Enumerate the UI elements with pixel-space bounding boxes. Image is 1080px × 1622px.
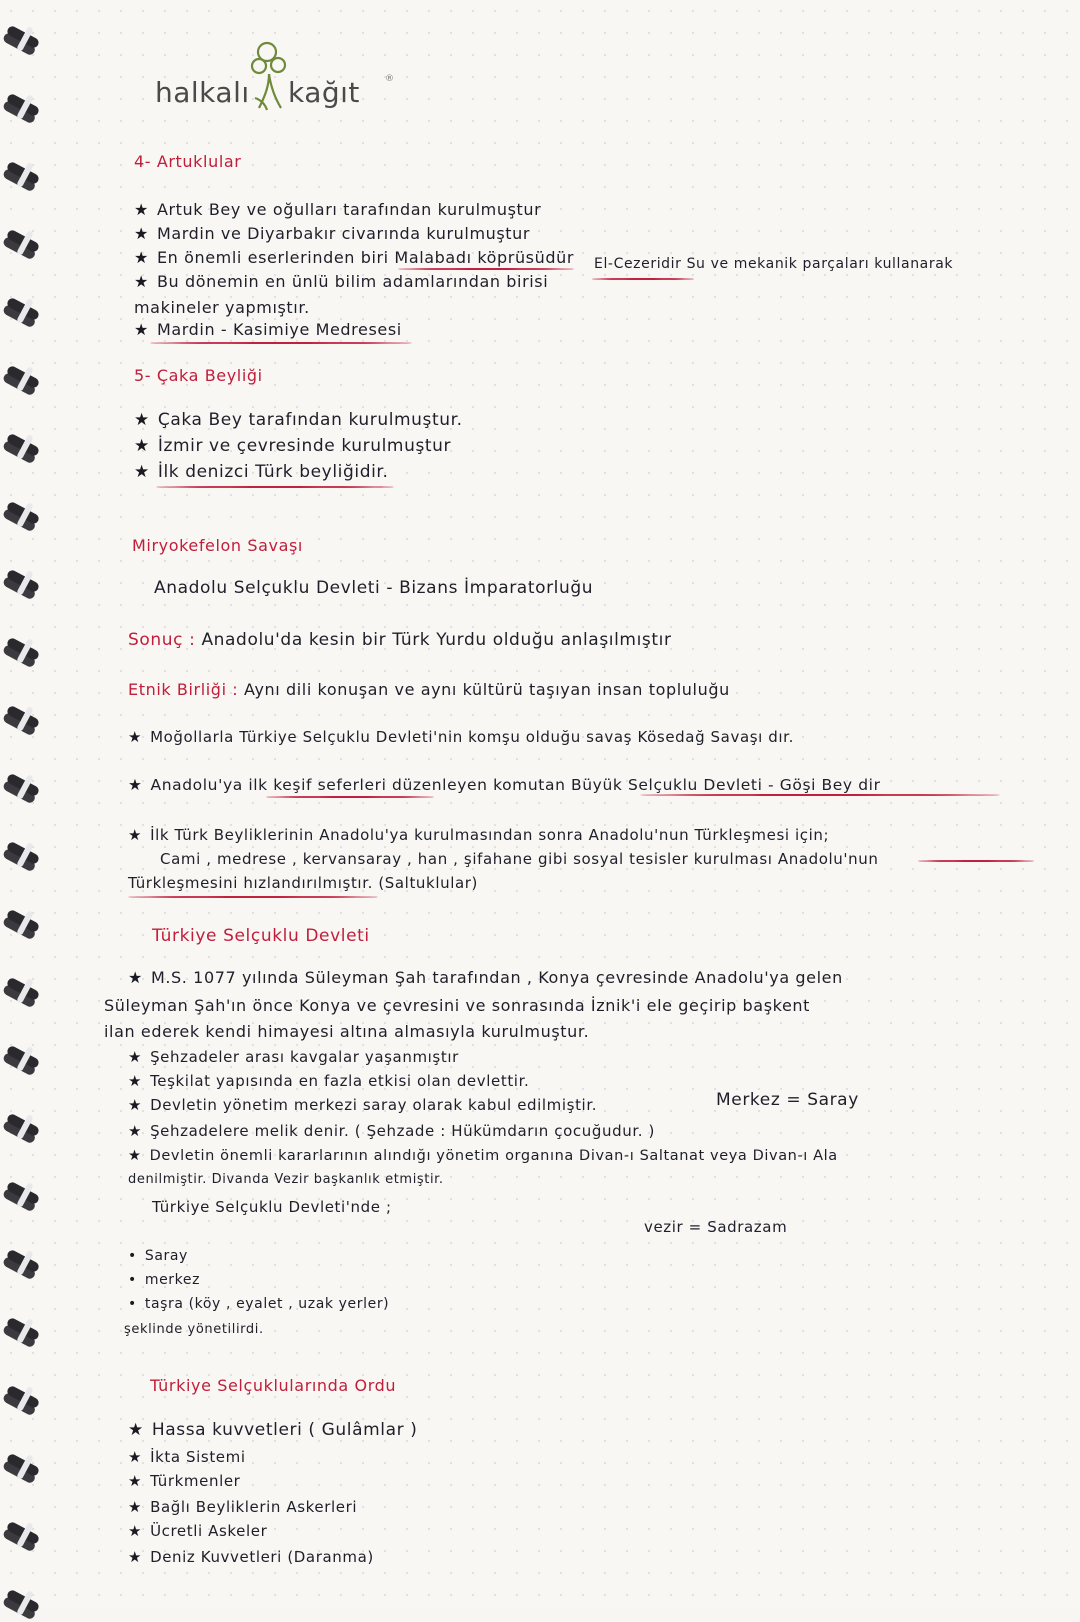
bullet-line: • taşra (köy , eyalet , uzak yerler) bbox=[128, 1296, 390, 1312]
bullet-line: ★ Çaka Bey tarafından kurulmuştur. bbox=[134, 410, 463, 430]
text-line: Süleyman Şah'ın önce Konya ve çevresini ve sonrasında İznik'i ele geçirip başkent bbox=[104, 996, 811, 1015]
text-line: Cami , medrese , kervansaray , han , şifahane gibi sosyal tesisler kurulması Anadolu'nun bbox=[160, 850, 879, 868]
heading-artuklular: 4- Artuklular bbox=[134, 152, 242, 171]
registered-mark: ® bbox=[385, 74, 394, 84]
bullet-line: ★ İlk denizci Türk beyliğidir. bbox=[134, 462, 389, 482]
text-line: şeklinde yönetilirdi. bbox=[124, 1322, 264, 1337]
text-line: denilmiştir. Divanda Vezir başkanlık etmiştir. bbox=[128, 1172, 444, 1187]
underline bbox=[150, 342, 412, 344]
bullet-line: ★ Devletin önemli kararlarının alındığı yönetim organına Divan-ı Saltanat veya Divan-ı Ala bbox=[128, 1148, 838, 1164]
spiral-ring bbox=[2, 1180, 44, 1214]
text-line: Merkez = Saray bbox=[716, 1090, 859, 1110]
underline bbox=[398, 268, 574, 270]
text-line: Türkleşmesini hızlandırılmıştır. (Saltuklular) bbox=[128, 874, 478, 892]
spiral-ring bbox=[2, 296, 44, 330]
spiral-ring bbox=[2, 1248, 44, 1282]
spiral-ring bbox=[2, 840, 44, 874]
spiral-ring bbox=[2, 772, 44, 806]
underline bbox=[128, 896, 378, 898]
spiral-ring bbox=[2, 704, 44, 738]
text-line: makineler yapmıştır. bbox=[134, 298, 310, 317]
text-line: El-Cezeridir Su ve mekanik parçaları kullanarak bbox=[594, 256, 954, 272]
bullet-line: ★ Moğollarla Türkiye Selçuklu Devleti'nin komşu olduğu savaş Kösedağ Savaşı dır. bbox=[128, 728, 794, 746]
bullet-line: ★ İkta Sistemi bbox=[128, 1448, 246, 1466]
spiral-binding bbox=[0, 0, 48, 1607]
bullet-line: ★ Artuk Bey ve oğulları tarafından kurulmuştur bbox=[134, 200, 542, 219]
brand-name-part2: kağıt bbox=[288, 76, 360, 109]
underline bbox=[266, 796, 434, 798]
bullet-line: ★ Mardin ve Diyarbakır civarında kurulmuştur bbox=[134, 224, 531, 243]
heading-miryokefelon: Miryokefelon Savaşı bbox=[132, 536, 303, 555]
spiral-ring bbox=[2, 160, 44, 194]
spiral-ring bbox=[2, 636, 44, 670]
bullet-line: ★ Türkmenler bbox=[128, 1472, 241, 1490]
bullet-line: ★ İlk Türk Beyliklerinin Anadolu'ya kurulmasından sonra Anadolu'nun Türkleşmesi için; bbox=[128, 826, 830, 844]
bullet-line: ★ Ücretli Askeler bbox=[128, 1522, 268, 1540]
bullet-line: ★ Devletin yönetim merkezi saray olarak kabul edilmiştir. bbox=[128, 1096, 598, 1114]
spiral-ring bbox=[2, 1384, 44, 1418]
spiral-ring bbox=[2, 432, 44, 466]
spiral-ring bbox=[2, 1452, 44, 1486]
underline bbox=[640, 794, 1000, 796]
spiral-ring bbox=[2, 908, 44, 942]
text-line: vezir = Sadrazam bbox=[644, 1218, 788, 1236]
spiral-ring bbox=[2, 228, 44, 262]
spiral-ring bbox=[2, 500, 44, 534]
text-line: Türkiye Selçuklu Devleti'nde ; bbox=[152, 1198, 392, 1216]
spiral-ring bbox=[2, 24, 44, 58]
underline bbox=[918, 860, 1034, 862]
text-line: Sonuç : Anadolu'da kesin bir Türk Yurdu olduğu anlaşılmıştır bbox=[128, 630, 672, 650]
bullet-line: • merkez bbox=[128, 1272, 201, 1288]
bullet-line: ★ Bağlı Beyliklerin Askerleri bbox=[128, 1498, 358, 1516]
bullet-line: ★ Bu dönemin en ünlü bilim adamlarından birisi bbox=[134, 272, 549, 291]
spiral-ring bbox=[2, 1588, 44, 1622]
bullet-line: • Saray bbox=[128, 1248, 188, 1264]
spiral-ring bbox=[2, 92, 44, 126]
bullet-line: ★ En önemli eserlerinden biri Malabadı köprüsüdür bbox=[134, 248, 575, 267]
bullet-line: ★ İzmir ve çevresinde kurulmuştur bbox=[134, 436, 452, 456]
text-line: Anadolu Selçuklu Devleti - Bizans İmparatorluğu bbox=[154, 578, 594, 598]
bullet-line: ★ Hassa kuvvetleri ( Gulâmlar ) bbox=[128, 1420, 418, 1440]
spiral-ring bbox=[2, 568, 44, 602]
bullet-line: ★ Deniz Kuvvetleri (Daranma) bbox=[128, 1548, 374, 1566]
underline bbox=[156, 486, 394, 488]
spiral-ring bbox=[2, 364, 44, 398]
underline bbox=[592, 278, 694, 280]
bullet-line: ★ M.S. 1077 yılında Süleyman Şah tarafından , Konya çevresinde Anadolu'ya gelen bbox=[128, 968, 843, 987]
heading-turkiye-selcuklu: Türkiye Selçuklu Devleti bbox=[152, 926, 370, 946]
spiral-ring bbox=[2, 1316, 44, 1350]
text-line: Etnik Birliği : Aynı dili konuşan ve aynı kültürü taşıyan insan topluluğu bbox=[128, 680, 730, 699]
heading-caka: 5- Çaka Beyliği bbox=[134, 366, 263, 385]
brand-logo bbox=[155, 40, 415, 120]
spiral-ring bbox=[2, 1112, 44, 1146]
spiral-ring bbox=[2, 1044, 44, 1078]
bullet-line: ★ Şehzadelere melik denir. ( Şehzade : Hükümdarın çocuğudur. ) bbox=[128, 1122, 655, 1140]
text-line: ilan ederek kendi himayesi altına almasıyla kurulmuştur. bbox=[104, 1022, 590, 1041]
bullet-line: ★ Teşkilat yapısında en fazla etkisi olan devlettir. bbox=[128, 1072, 530, 1090]
bullet-line: ★ Anadolu'ya ilk keşif seferleri düzenleyen komutan Büyük Selçuklu Devleti - Göşi Bey dir bbox=[128, 776, 881, 794]
spiral-ring bbox=[2, 976, 44, 1010]
brand-name-part1: halkalı bbox=[155, 76, 250, 109]
bullet-line: ★ Şehzadeler arası kavgalar yaşanmıştır bbox=[128, 1048, 459, 1066]
heading-ordu: Türkiye Selçuklularında Ordu bbox=[150, 1376, 397, 1395]
spiral-ring bbox=[2, 1520, 44, 1554]
bullet-line: ★ Mardin - Kasimiye Medresesi bbox=[134, 320, 402, 339]
